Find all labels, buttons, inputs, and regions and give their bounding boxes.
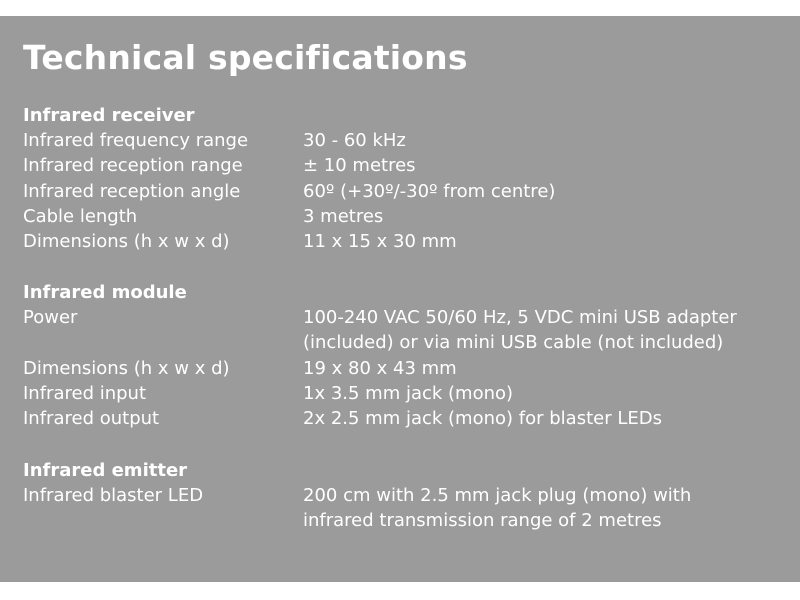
spec-row <box>23 179 783 204</box>
spec-value-line: 200 cm with 2.5 mm jack plug (mono) with <box>303 485 692 506</box>
spec-label: Infrared frequency range <box>23 130 249 151</box>
spec-value-line: 11 x 15 x 30 mm <box>303 231 457 253</box>
spec-value <box>303 406 783 431</box>
spec-label: Dimensions (h x w x d) <box>23 231 230 253</box>
section-infrared-module <box>23 281 783 431</box>
spec-label: Infrared blaster LED <box>23 485 204 506</box>
spec-row <box>23 229 783 254</box>
spec-value <box>303 153 783 178</box>
spec-value-line: 3 metres <box>303 205 384 227</box>
section-heading: Infrared emitter <box>23 460 188 481</box>
spec-value-line: 19 x 80 x 43 mm <box>303 357 457 379</box>
section-infrared-receiver <box>23 104 783 254</box>
page-title: Technical specifications <box>23 38 468 77</box>
spec-value <box>303 128 783 153</box>
spec-row <box>23 406 783 431</box>
spec-row <box>23 356 783 381</box>
spec-value-line: 100-240 VAC 50/60 Hz, 5 VDC mini USB adapter <box>303 307 737 328</box>
section-heading: Infrared module <box>23 282 187 303</box>
spec-label: Power <box>23 307 78 328</box>
spec-row <box>23 483 783 534</box>
spec-value <box>303 381 783 406</box>
spec-label: Infrared output <box>23 408 160 430</box>
spec-label: Cable length <box>23 205 138 227</box>
spec-value-line: 30 - 60 kHz <box>303 130 406 151</box>
spec-row <box>23 128 783 153</box>
spec-value <box>303 179 783 204</box>
spec-row <box>23 153 783 178</box>
section-infrared-emitter <box>23 459 783 534</box>
section-heading: Infrared receiver <box>23 105 195 126</box>
specifications-panel <box>0 16 800 582</box>
spec-value <box>303 305 783 356</box>
spec-value <box>303 204 783 229</box>
spec-row <box>23 305 783 356</box>
spec-value-line: infrared transmission range of 2 metres <box>303 510 662 532</box>
spec-label: Dimensions (h x w x d) <box>23 357 230 379</box>
spec-value <box>303 229 783 254</box>
spec-label: Infrared input <box>23 382 147 404</box>
spec-label: Infrared reception range <box>23 155 243 177</box>
spec-row <box>23 204 783 229</box>
spec-value-line: 1x 3.5 mm jack (mono) <box>303 382 514 404</box>
spec-value <box>303 356 783 381</box>
spec-value-line: ± 10 metres <box>303 155 416 177</box>
spec-value-line: (included) or via mini USB cable (not included) <box>303 332 724 354</box>
spec-value-line: 60º (+30º/-30º from centre) <box>303 180 556 202</box>
spec-value-line: 2x 2.5 mm jack (mono) for blaster LEDs <box>303 408 662 430</box>
spec-value <box>303 483 783 534</box>
spec-row <box>23 381 783 406</box>
spec-label: Infrared reception angle <box>23 180 241 202</box>
